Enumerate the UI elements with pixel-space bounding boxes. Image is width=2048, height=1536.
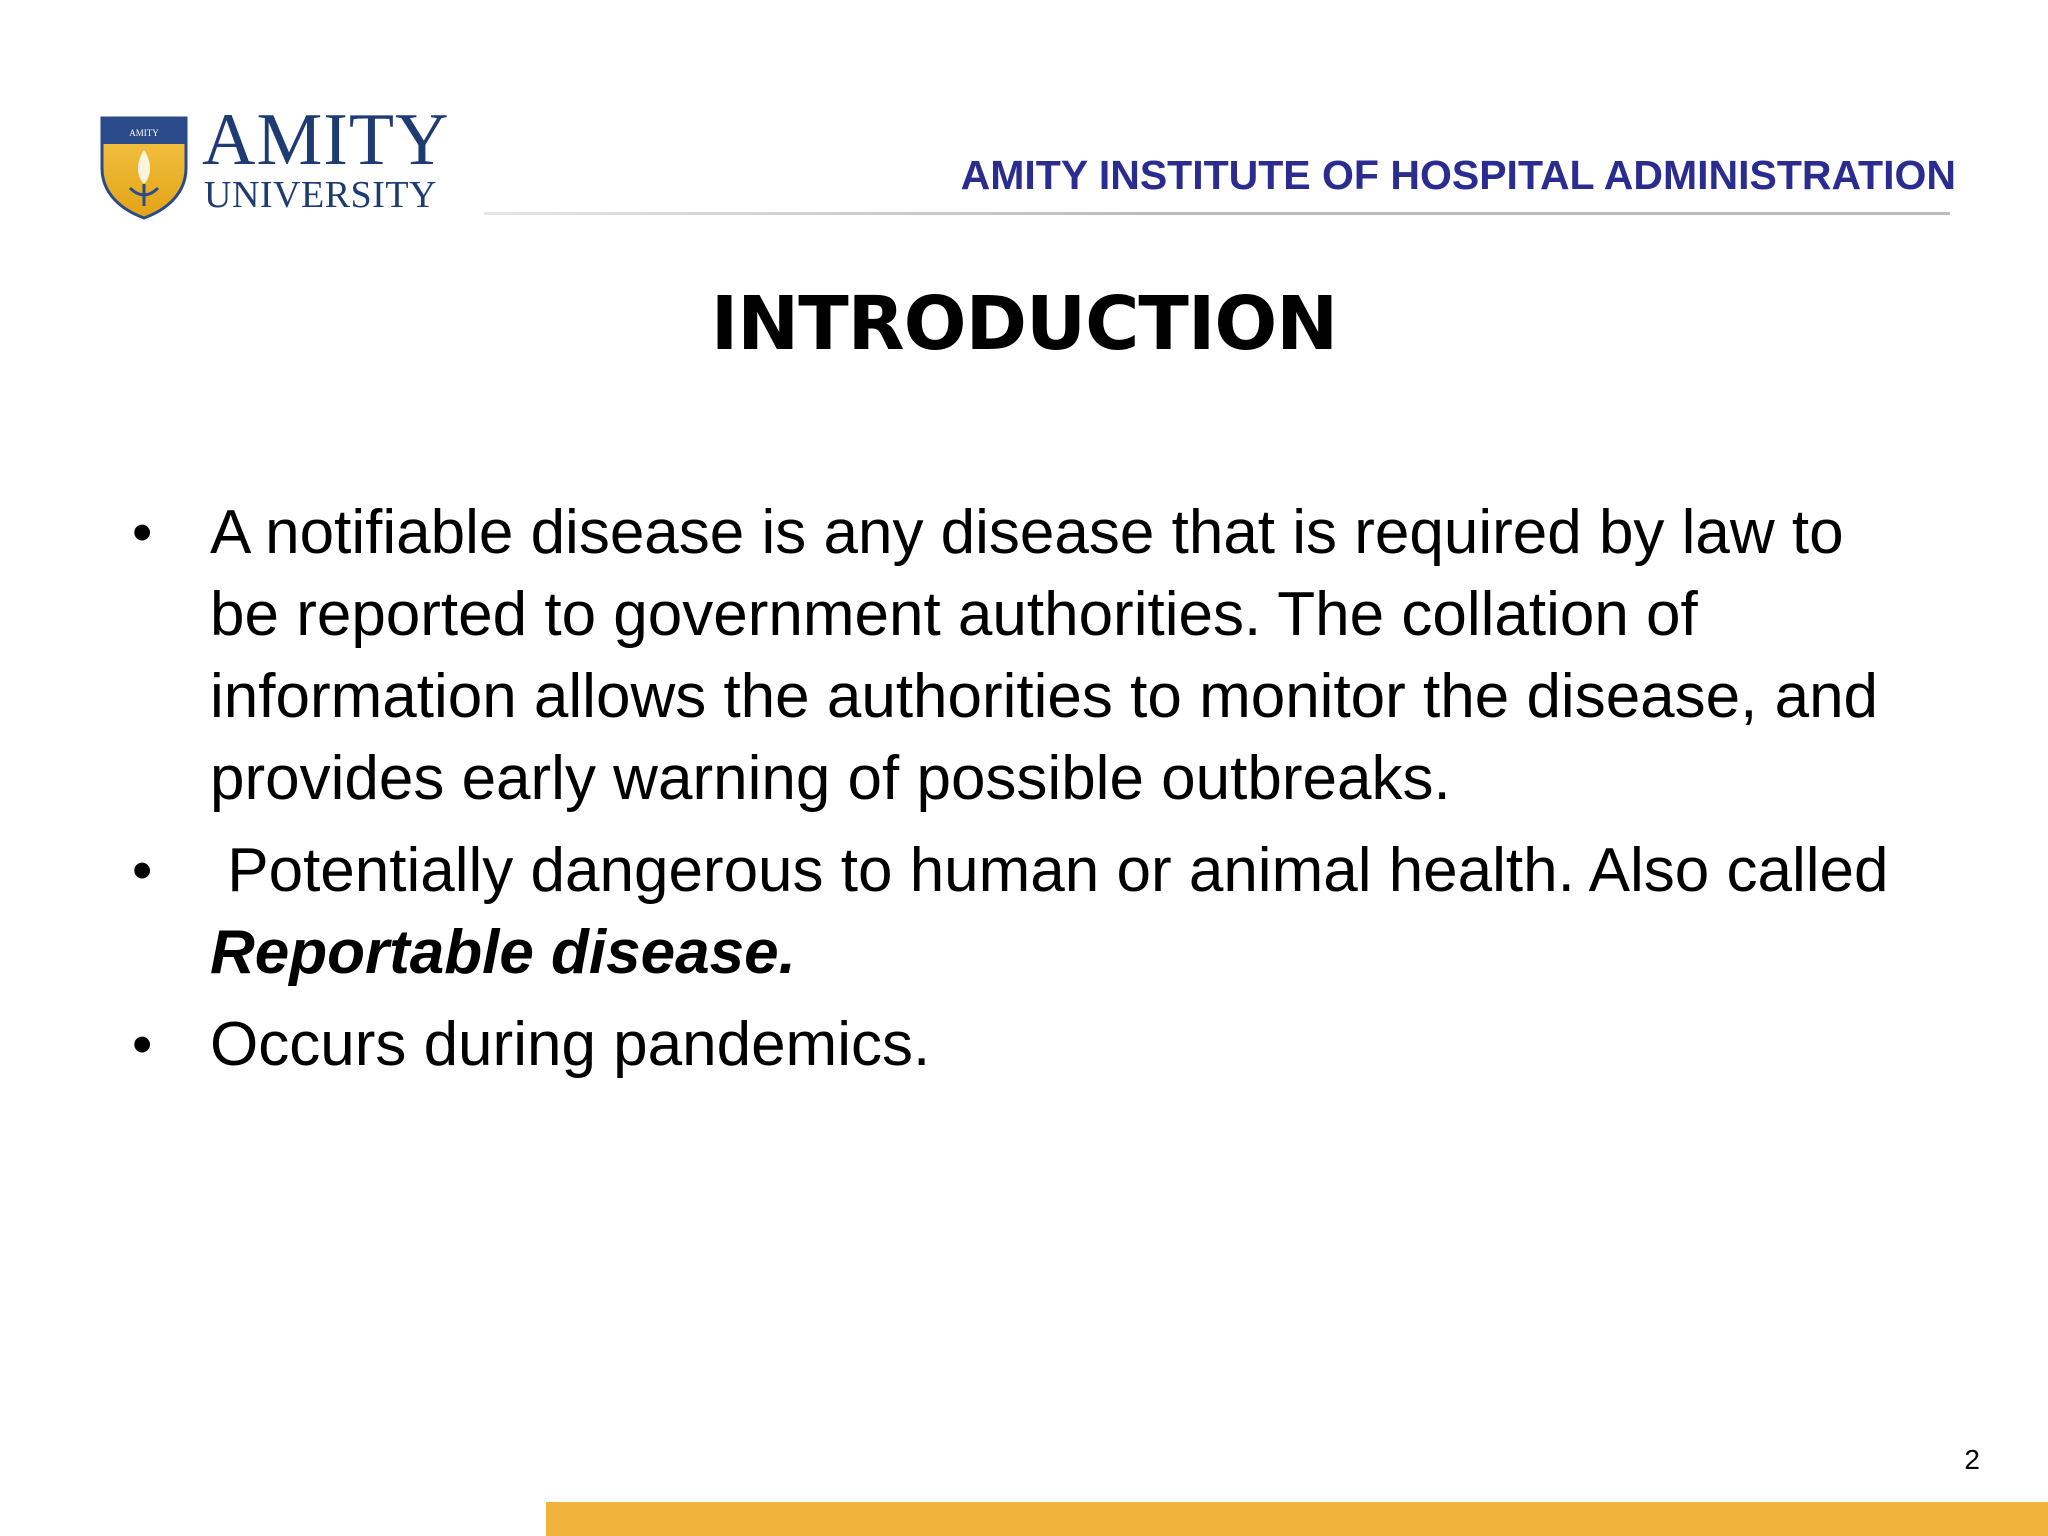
bullet-item <box>122 830 1906 994</box>
bullet-marker: • <box>132 500 153 565</box>
bullet-emphasis: Reportable disease. <box>210 918 796 987</box>
slide-title: INTRODUCTION <box>710 281 1338 367</box>
logo-wordmark-bottom: UNIVERSITY <box>204 174 437 216</box>
institute-name: AMITY INSTITUTE OF HOSPITAL ADMINISTRATION <box>960 152 1956 198</box>
bullet-item <box>122 492 1902 820</box>
bullet-text: Potentially dangerous to human or animal health. Also called <box>210 836 1906 905</box>
page-number: 2 <box>1964 1444 1980 1475</box>
bullet-text: Occurs during pandemics. <box>210 1010 931 1079</box>
footer-accent-bar <box>546 1502 2048 1536</box>
bullet-list <box>122 492 1906 1096</box>
bullet-item <box>122 1004 1902 1086</box>
amity-university-logo <box>96 99 450 224</box>
bullet-marker: • <box>132 838 153 903</box>
shield-text: AMITY <box>129 128 159 138</box>
bullet-marker: • <box>132 1012 153 1077</box>
logo-wordmark-top: AMITY <box>202 99 450 181</box>
bullet-text: A notifiable disease is any disease that is required by law to be reported to government authorities. The collation of information allows the authorities to monitor the disease, and provides early warning of possible outbreaks. <box>210 498 1879 813</box>
header-divider <box>484 212 1950 215</box>
university-shield-icon <box>96 110 192 220</box>
